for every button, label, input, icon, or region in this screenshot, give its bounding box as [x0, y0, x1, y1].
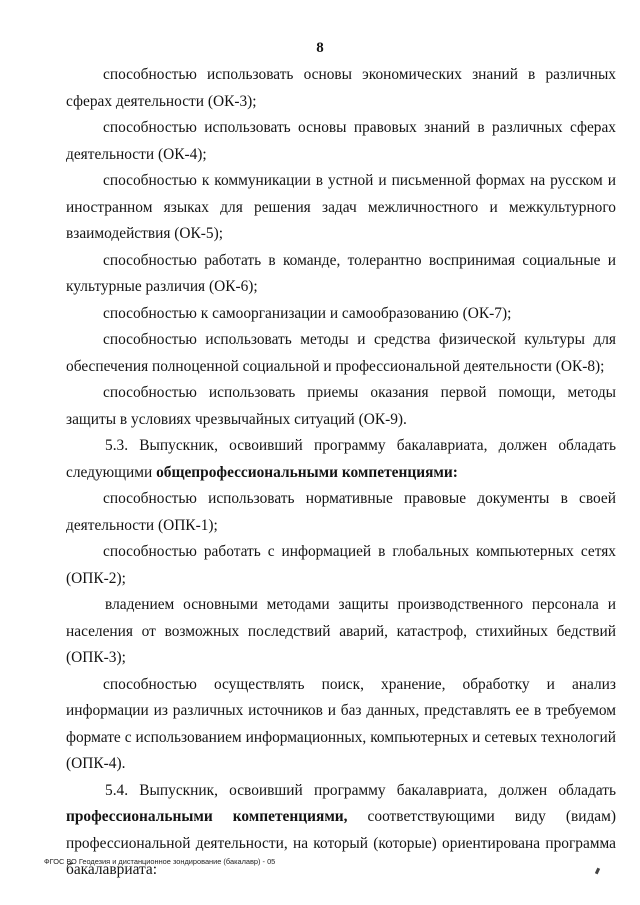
section-5-3-emphasis: общепрофессиональными компетенциями: [156, 463, 458, 481]
paragraph-opk-4: способностью осуществлять поиск, хранение, обработку и анализ информации из различных источников и баз данных, представлять ее в требуемом формате с использованием информационных, компьютерных и сетевых технологий (ОПК-4). [66, 675, 616, 772]
section-5-4-emphasis: профессиональными компетенциями, [66, 808, 348, 825]
footer-caption: ФГОС ВО Геодезия и дистанционное зондирование (бакалавр) - 05 [44, 857, 276, 866]
paragraph-opk-1: способностью использовать нормативные правовые документы в своей деятельности (ОПК-1); [66, 490, 616, 534]
page-number: 8 [316, 40, 324, 56]
section-5-4-text: 5.4. Выпускник, освоивший программу бакалавриата, должен обладать [105, 781, 616, 799]
section-5-3-text: 5.3. Выпускник, освоивший программу бакалавриата, должен обладать следующими [66, 437, 616, 481]
section-5-3 [66, 433, 616, 486]
document-body [66, 62, 616, 884]
paragraph-ok-5: способностью к коммуникации в устной и письменной формах на русском и иностранном языках для решения задач межличностного и межкультурного взаимодействия (ОК-5); [66, 172, 616, 242]
section-5-4-tail: соответствующими виду (видам) профессиональной деятельности, на который (которые) ориентирована программа бакалавриата: [66, 808, 616, 878]
paragraph-ok-9: способностью использовать приемы оказания первой помощи, методы защиты в условиях чрезвычайных ситуаций (ОК-9). [66, 384, 616, 428]
paragraph-ok-6: способностью работать в команде, толерантно воспринимая социальные и культурные различия (ОК-6); [66, 251, 616, 295]
paragraph-ok-8: способностью использовать методы и средства физической культуры для обеспечения полноценной социальной и профессиональной деятельности (ОК-8); [66, 331, 616, 375]
section-5-4 [66, 778, 616, 884]
paragraph-ok-3: способностью использовать основы экономических знаний в различных сферах деятельности (ОК-3); [66, 66, 616, 110]
paragraph-ok-7: способностью к самоорганизации и самообразованию (ОК-7); [103, 304, 512, 322]
paragraph-opk-3: владением основными методами защиты производственного персонала и населения от возможных последствий аварий, катастроф, стихийных бедствий (ОПК-3); [66, 596, 616, 666]
paragraph-ok-4: способностью использовать основы правовых знаний в различных сферах деятельности (ОК-4); [66, 119, 616, 163]
paragraph-opk-2: способностью работать с информацией в глобальных компьютерных сетях (ОПК-2); [66, 543, 616, 587]
